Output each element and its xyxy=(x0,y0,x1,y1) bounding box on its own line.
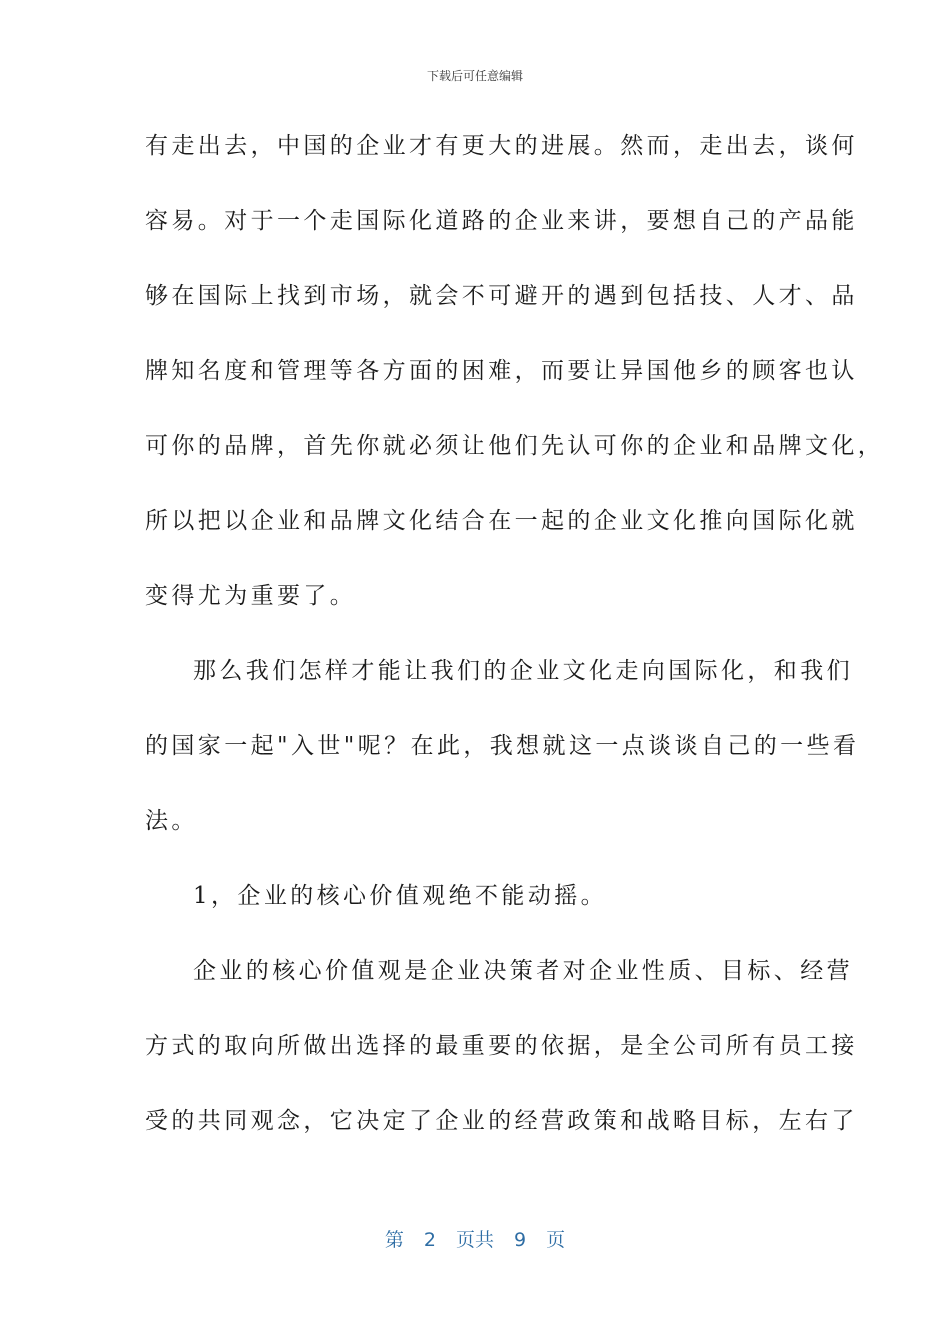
text-line: 企业的核心价值观是企业决策者对企业性质、目标、经营 xyxy=(193,958,853,984)
text-line: 的国家一起"入世"呢？在此，我想就这一点谈谈自己的一些看 xyxy=(145,733,860,759)
page-footer xyxy=(0,1225,950,1252)
document-body xyxy=(145,122,885,1172)
text-line: 法。 xyxy=(145,808,198,834)
section-heading: 1，企业的核心价值观绝不能动摇。 xyxy=(193,883,608,909)
text-line: 有走出去，中国的企业才有更大的进展。然而，走出去，谈何 xyxy=(145,133,858,159)
text-line: 可你的品牌，首先你就必须让他们先认可你的企业和品牌文化， xyxy=(145,433,885,459)
footer-suffix: 页 xyxy=(546,1229,566,1251)
header-note: 下载后可任意编辑 xyxy=(426,69,523,83)
text-line: 受的共同观念，它决定了企业的经营政策和战略目标，左右了 xyxy=(145,1108,858,1134)
text-line: 变得尤为重要了。 xyxy=(145,583,357,609)
text-line: 方式的取向所做出选择的最重要的依据，是全公司所有员工接 xyxy=(145,1033,858,1059)
text-line: 所以把以企业和品牌文化结合在一起的企业文化推向国际化就 xyxy=(145,508,858,534)
total-pages-number: 9 xyxy=(514,1229,527,1251)
text-line: 那么我们怎样才能让我们的企业文化走向国际化，和我们 xyxy=(193,658,853,684)
current-page-number: 2 xyxy=(423,1229,436,1251)
text-line: 容易。对于一个走国际化道路的企业来讲，要想自己的产品能 xyxy=(145,208,858,234)
text-line: 牌知名度和管理等各方面的困难，而要让异国他乡的顾客也认 xyxy=(145,358,858,384)
footer-prefix: 第 xyxy=(384,1229,404,1251)
text-line: 够在国际上找到市场，就会不可避开的遇到包括技、人才、品 xyxy=(145,283,858,309)
footer-middle: 页共 xyxy=(455,1229,494,1251)
